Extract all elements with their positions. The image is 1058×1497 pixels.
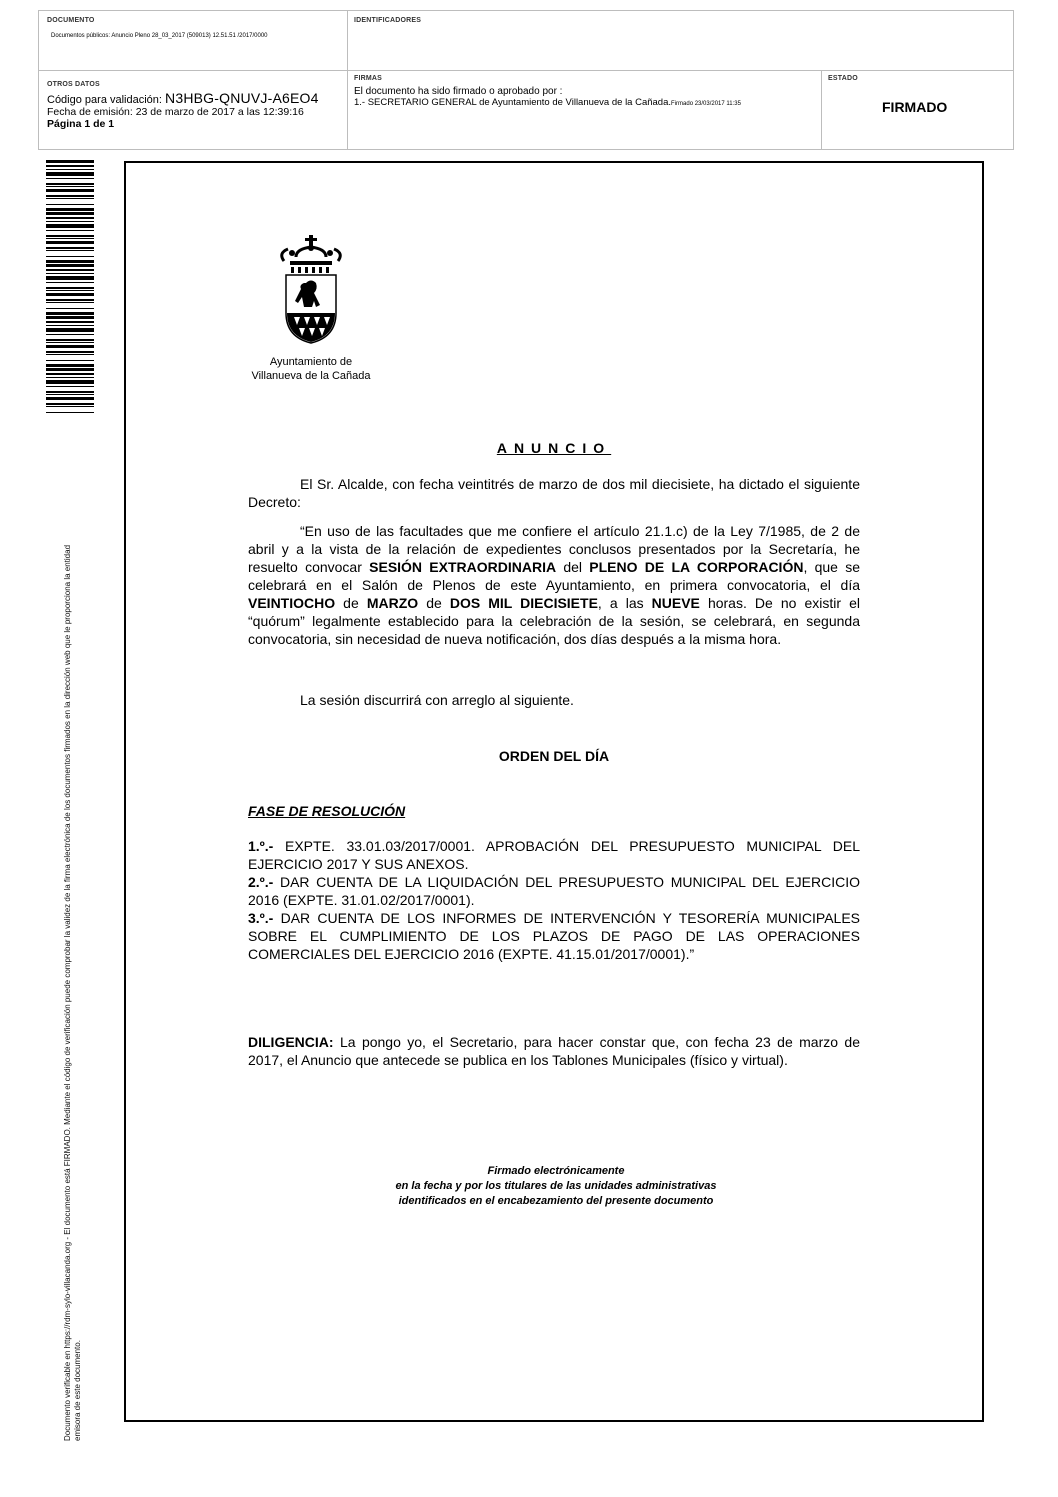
status-cell: [822, 71, 1013, 149]
signatures-cell: [348, 71, 822, 149]
decree-text: “En uso de las facultades que me confiere el artículo 21.1.c) de la Ley 7/1985, de 2 de abril y a la vista de la relación de expedientes conclusos presentados por la Secretaría, he resuelto convocar: [248, 523, 860, 575]
agenda-heading: ORDEN DEL DÍA: [498, 748, 610, 764]
decree-text: , que se celebrará en el Salón de Plenos de este Ayuntamiento, en primera convocatoria, el día: [248, 559, 861, 593]
barcode-icon: [46, 160, 94, 416]
body-name: PLENO DE LA CORPORACIÓN: [589, 559, 804, 575]
intro-paragraph: El Sr. Alcalde, con fecha veintitrés de marzo de dos mil diecisiete, ha dictado el siguiente Decreto:: [248, 476, 860, 510]
validation-code: N3HBG-QNUVJ-A6EO4: [165, 90, 319, 106]
session-day: VEINTIOCHO: [248, 595, 336, 611]
decree-text: de: [335, 595, 367, 611]
status-value: FIRMADO: [882, 99, 948, 115]
phase-heading: FASE DE RESOLUCIÓN: [248, 803, 406, 819]
diligence-text: La pongo yo, el Secretario, para hacer constar que, con fecha 23 de marzo de 2017, el Anuncio que antecede se publica en los Tablones Municipales (físico y virtual).: [248, 1034, 860, 1068]
decree-text: de: [418, 595, 450, 611]
other-data-cell: [39, 71, 348, 149]
signatures-label: FIRMAS: [354, 75, 383, 82]
signatures-intro: El documento ha sido firmado o aprobado por :: [354, 86, 563, 97]
logo-caption-line1: Ayuntamiento de: [269, 356, 353, 368]
document-name: Documentos públicos: Anuncio Pleno 28_03_2017 (509013) 12.51.51 /2017/0000: [51, 33, 268, 39]
agenda-item-number: 1.º.-: [248, 838, 274, 854]
document-label: DOCUMENTO: [47, 17, 95, 24]
agenda-item-text: EXPTE. 33.01.03/2017/0001. APROBACIÓN DEL PRESUPUESTO MUNICIPAL DEL EJERCICIO 2017 Y SUS ANEXOS.: [248, 838, 860, 872]
agenda-item-text: DAR CUENTA DE LOS INFORMES DE INTERVENCIÓN Y TESORERÍA MUNICIPALES SOBRE EL CUMPLIMIENTO DE LOS PLAZOS DE PAGO DE LAS OPERACIONES COMERCIALES DEL EJERCICIO 2016 (EXPTE. 41.15.01/2017/0001).”: [248, 910, 860, 962]
identifiers-cell: [348, 11, 1013, 71]
coat-of-arms-icon: [256, 235, 366, 345]
side-text-line1: Documento verificable en https://rdm-sylo-villacanda.org - El documento está FIRMADO. Mediante el código de verificación puede comprobar la validez de la firma electrónica de los documentos firmados en la dirección web que le proporciona la entidad: [63, 544, 72, 1441]
document-frame: [124, 161, 984, 1422]
session-month: MARZO: [366, 595, 419, 611]
agenda-item: [248, 873, 860, 909]
electronic-signature-note: [306, 1164, 806, 1209]
agenda-item-number: 3.º.-: [248, 910, 274, 926]
signed-date: Firmado 23/03/2017 11:35: [671, 101, 741, 107]
agenda-item-number: 2.º.-: [248, 874, 274, 890]
session-paragraph: La sesión discurrirá con arreglo al siguiente.: [300, 692, 574, 708]
agenda-item: [248, 909, 860, 963]
session-hour: NUEVE: [651, 595, 700, 611]
agenda-list: [248, 837, 860, 963]
page-count: Página 1 de 1: [47, 118, 115, 130]
logo-caption: [236, 355, 386, 383]
side-text-line2: emisora de este documento.: [73, 1340, 82, 1441]
identifiers-label: IDENTIFICADORES: [354, 17, 422, 24]
signature-note-line3: identificados en el encabezamiento del presente documento: [398, 1195, 714, 1207]
signature-note-line1: Firmado electrónicamente: [487, 1165, 625, 1177]
status-label: ESTADO: [828, 75, 858, 82]
document-cell: [39, 11, 348, 71]
session-type: SESIÓN EXTRAORDINARIA: [369, 559, 557, 575]
other-data-label: OTROS DATOS: [47, 81, 100, 88]
validation-code-label: Código para validación:: [47, 94, 162, 106]
decree-text: , a las: [597, 595, 652, 611]
agenda-item: [248, 837, 860, 873]
signature-header-table: [38, 10, 1014, 150]
diligence-label: DILIGENCIA:: [248, 1034, 334, 1050]
signer-line: [354, 97, 815, 108]
validation-code-row: [47, 90, 339, 106]
signer-name: 1.- SECRETARIO GENERAL de Ayuntamiento de Villanueva de la Cañada.: [354, 97, 672, 108]
agenda-item-text: DAR CUENTA DE LA LIQUIDACIÓN DEL PRESUPUESTO MUNICIPAL DEL EJERCICIO 2016 (EXPTE. 31.01.02/2017/0001).: [248, 874, 860, 908]
logo-caption-line2: Villanueva de la Cañada: [251, 370, 371, 382]
decree-text: horas. De no existir el “quórum” legalmente establecido para la celebración de la sesión, se celebrará, en segunda convocatoria, sin necesidad de nueva notificación, dos días después a la misma hora.: [248, 595, 860, 647]
decree-paragraph: [248, 522, 860, 648]
page-title: ANUNCIO: [496, 440, 612, 456]
session-year: DOS MIL DIECISIETE: [449, 595, 598, 611]
verification-side-text: [63, 431, 83, 1441]
signature-note-line2: en la fecha y por los titulares de las unidades administrativas: [395, 1180, 717, 1192]
issue-date: Fecha de emisión: 23 de marzo de 2017 a las 12:39:16: [47, 106, 304, 118]
diligence-paragraph: [248, 1033, 860, 1069]
decree-text: del: [556, 559, 590, 575]
